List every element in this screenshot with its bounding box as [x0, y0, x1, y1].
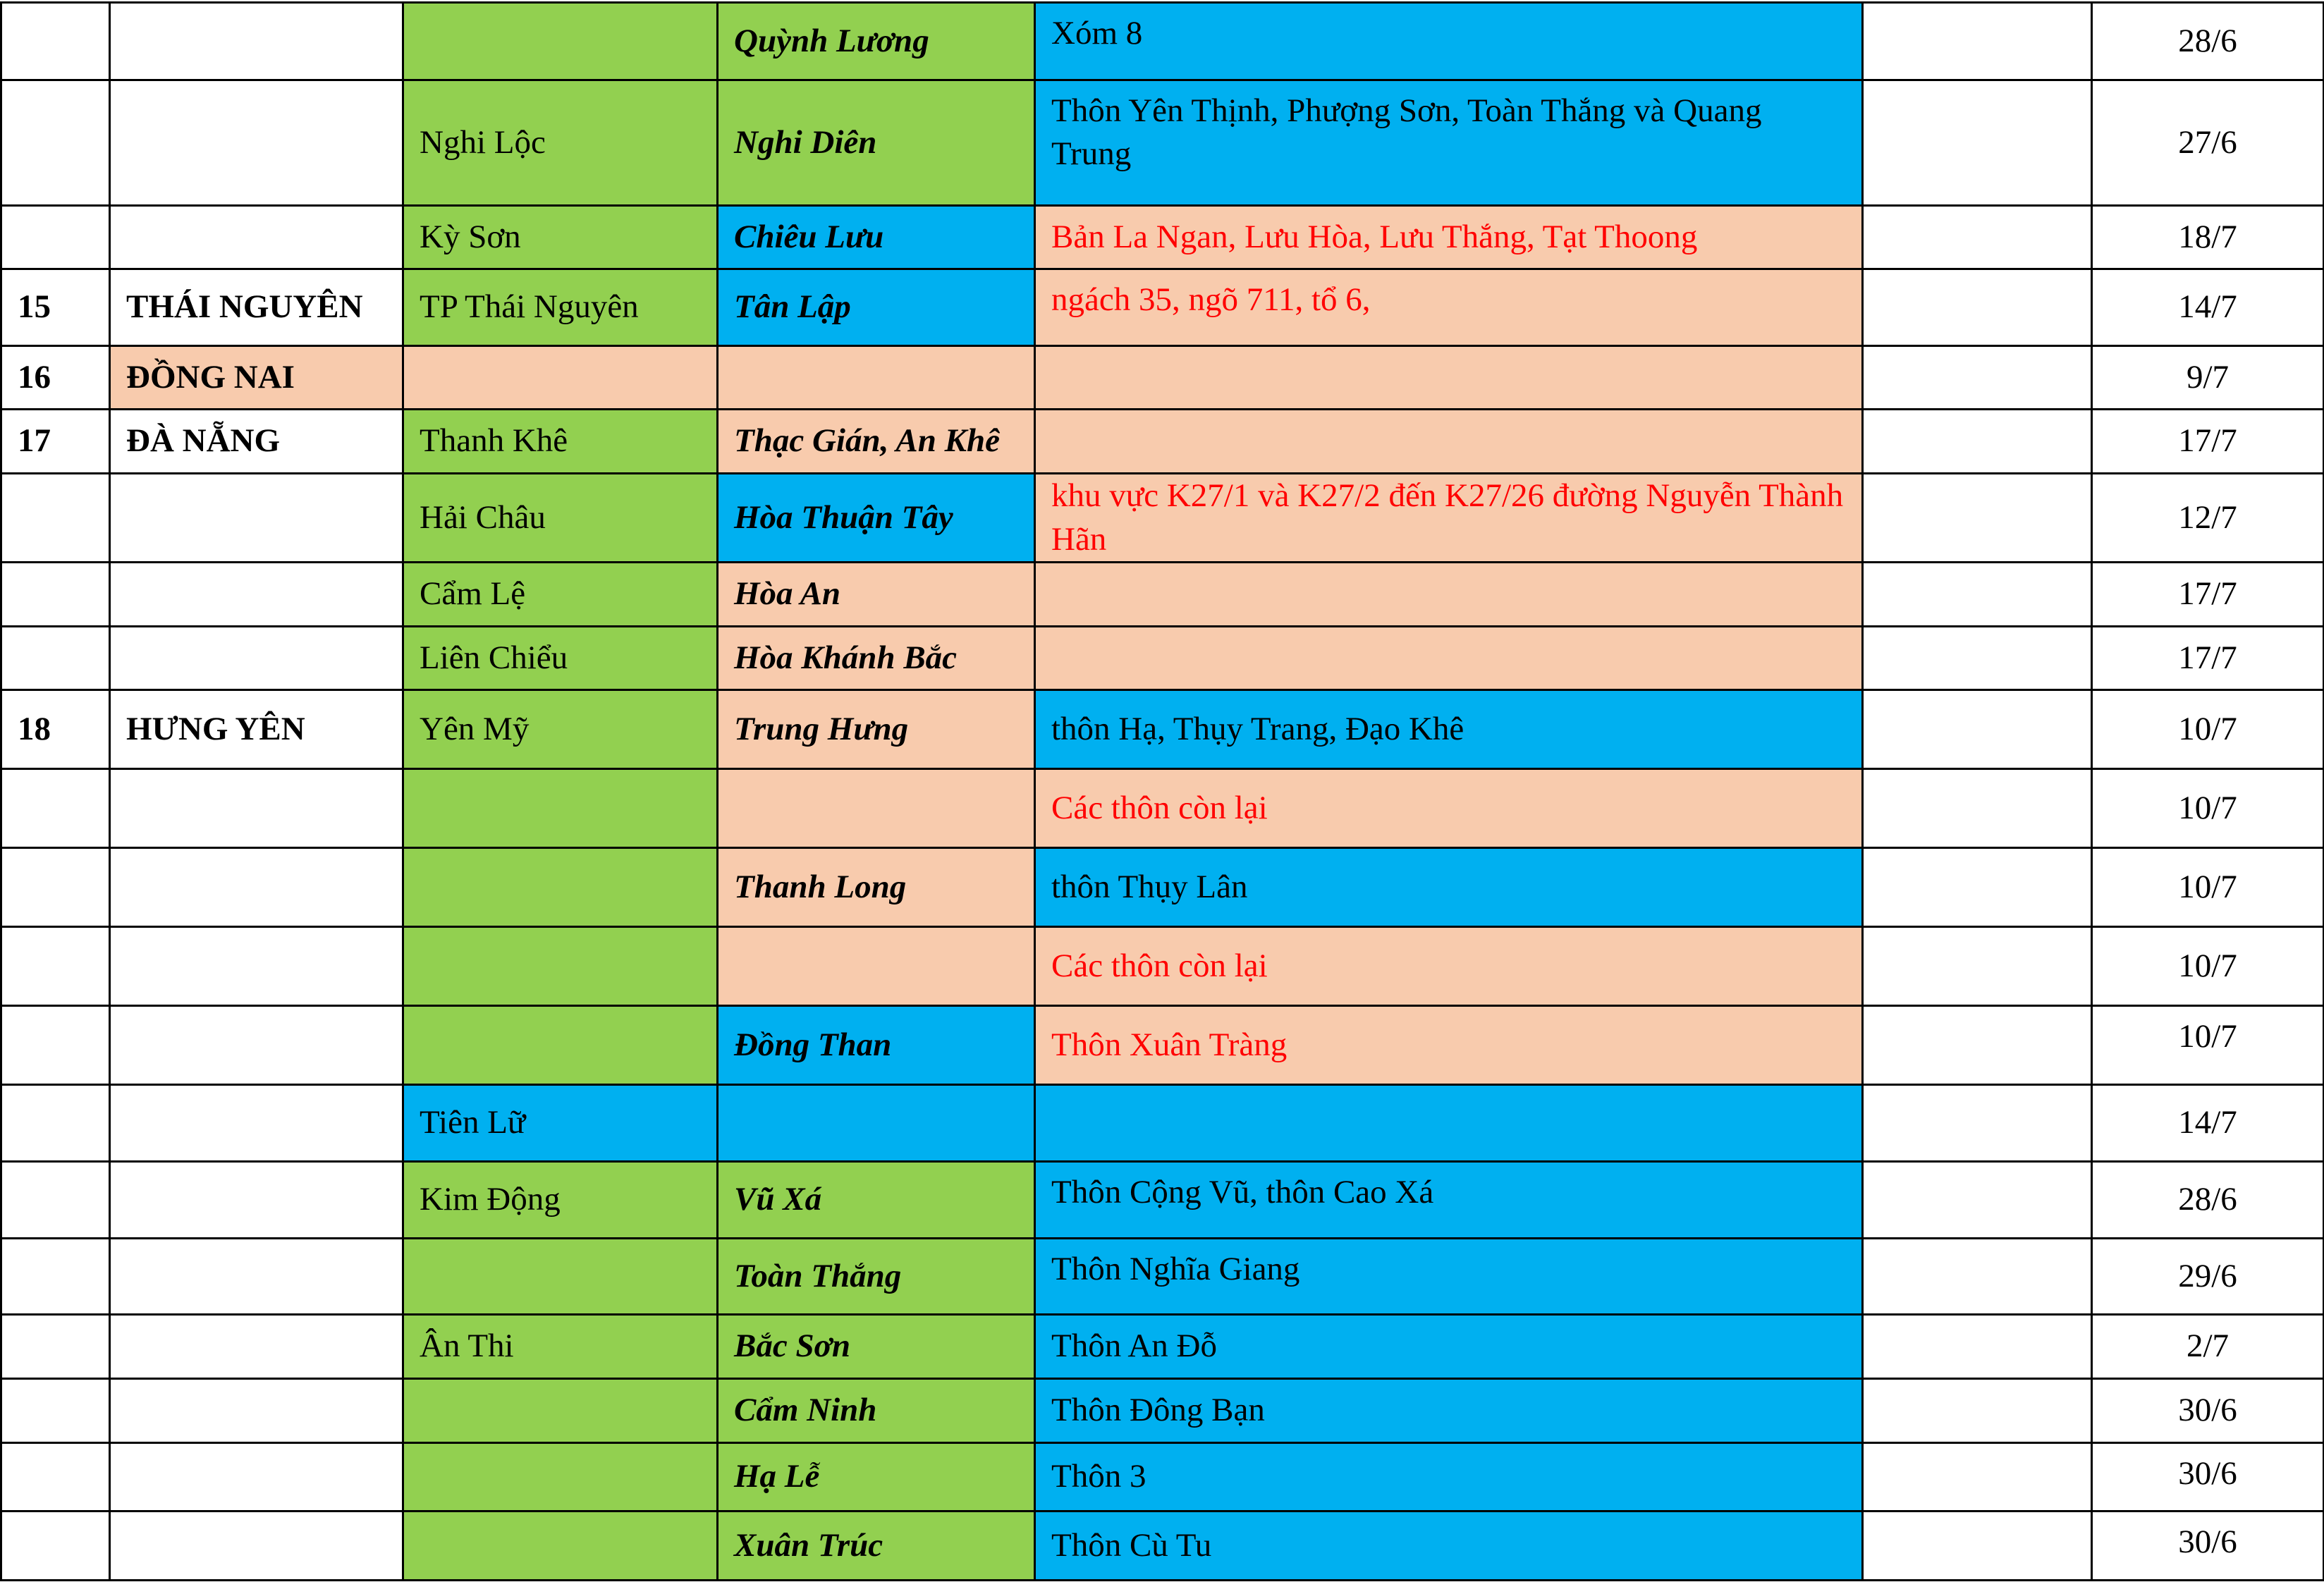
- table-row: [1, 1006, 2324, 1085]
- commune-cell: Thanh Long: [718, 848, 1035, 927]
- province-cell: [110, 627, 403, 690]
- area-cell: Thôn Xuân Tràng: [1035, 1006, 1863, 1085]
- stt-cell: [1, 1006, 110, 1085]
- district-cell: [403, 3, 718, 80]
- date-cell: 2/7: [2092, 1315, 2324, 1379]
- table-row: [1, 1315, 2324, 1379]
- stt-cell: [1, 474, 110, 563]
- stt-cell: [1, 1379, 110, 1443]
- table-row: [1, 3, 2324, 80]
- area-cell: Các thôn còn lại: [1035, 769, 1863, 848]
- province-cell: THÁI NGUYÊN: [110, 269, 403, 346]
- province-cell: [110, 80, 403, 206]
- province-cell: ĐÀ NẴNG: [110, 410, 403, 474]
- area-cell: Thôn Nghĩa Giang: [1035, 1239, 1863, 1315]
- commune-cell: Trung Hưng: [718, 690, 1035, 769]
- area-cell: Thôn Yên Thịnh, Phượng Sơn, Toàn Thắng và Quang Trung: [1035, 80, 1863, 206]
- area-cell: khu vực K27/1 và K27/2 đến K27/26 đường Nguyễn Thành Hãn: [1035, 474, 1863, 563]
- province-cell: [110, 1006, 403, 1085]
- table-row: [1, 1239, 2324, 1315]
- date-cell: 10/7: [2092, 848, 2324, 927]
- date-cell: 28/6: [2092, 3, 2324, 80]
- stt-cell: [1, 769, 110, 848]
- province-cell: [110, 206, 403, 269]
- date-cell: 30/6: [2092, 1379, 2324, 1443]
- area-cell: Thôn Đông Bạn: [1035, 1379, 1863, 1443]
- date-cell: 27/6: [2092, 80, 2324, 206]
- province-cell: [110, 1379, 403, 1443]
- date-cell: 10/7: [2092, 690, 2324, 769]
- province-cell: [110, 927, 403, 1006]
- date-cell: 10/7: [2092, 769, 2324, 848]
- date-cell: 14/7: [2092, 269, 2324, 346]
- note-cell: [1863, 1512, 2092, 1581]
- area-cell: Xóm 8: [1035, 3, 1863, 80]
- note-cell: [1863, 410, 2092, 474]
- district-cell: Ân Thi: [403, 1315, 718, 1379]
- date-cell: 29/6: [2092, 1239, 2324, 1315]
- commune-cell: Hạ Lễ: [718, 1443, 1035, 1512]
- stt-cell: [1, 627, 110, 690]
- note-cell: [1863, 1315, 2092, 1379]
- commune-cell: Bắc Sơn: [718, 1315, 1035, 1379]
- commune-cell: Hòa An: [718, 563, 1035, 627]
- date-cell: 10/7: [2092, 927, 2324, 1006]
- outbreak-schedule-table: [0, 1, 2324, 1581]
- province-cell: [110, 1315, 403, 1379]
- table-row: [1, 1443, 2324, 1512]
- district-cell: Kỳ Sơn: [403, 206, 718, 269]
- date-cell: 10/7: [2092, 1006, 2324, 1085]
- table-row: [1, 1162, 2324, 1239]
- province-cell: [110, 848, 403, 927]
- stt-cell: [1, 927, 110, 1006]
- area-cell: ngách 35, ngõ 711, tổ 6,: [1035, 269, 1863, 346]
- table-row: [1, 80, 2324, 206]
- commune-cell: Nghi Diên: [718, 80, 1035, 206]
- note-cell: [1863, 3, 2092, 80]
- area-cell: Thôn Cộng Vũ, thôn Cao Xá: [1035, 1162, 1863, 1239]
- commune-cell: Cẩm Ninh: [718, 1379, 1035, 1443]
- note-cell: [1863, 474, 2092, 563]
- commune-cell: [718, 769, 1035, 848]
- district-cell: Nghi Lộc: [403, 80, 718, 206]
- district-cell: [403, 1379, 718, 1443]
- area-cell: Thôn An Đỗ: [1035, 1315, 1863, 1379]
- note-cell: [1863, 206, 2092, 269]
- note-cell: [1863, 269, 2092, 346]
- commune-cell: Chiêu Lưu: [718, 206, 1035, 269]
- table-row: [1, 1379, 2324, 1443]
- table-row: [1, 848, 2324, 927]
- stt-cell: [1, 563, 110, 627]
- district-cell: [403, 1443, 718, 1512]
- district-cell: Kim Động: [403, 1162, 718, 1239]
- province-cell: [110, 563, 403, 627]
- area-cell: [1035, 410, 1863, 474]
- district-cell: [403, 927, 718, 1006]
- area-cell: Các thôn còn lại: [1035, 927, 1863, 1006]
- area-cell: Bản La Ngan, Lưu Hòa, Lưu Thắng, Tạt Thoong: [1035, 206, 1863, 269]
- district-cell: TP Thái Nguyên: [403, 269, 718, 346]
- note-cell: [1863, 927, 2092, 1006]
- province-cell: HƯNG YÊN: [110, 690, 403, 769]
- stt-cell: [1, 1443, 110, 1512]
- district-cell: Hải Châu: [403, 474, 718, 563]
- date-cell: 9/7: [2092, 346, 2324, 410]
- note-cell: [1863, 1379, 2092, 1443]
- date-cell: 14/7: [2092, 1085, 2324, 1162]
- date-cell: 30/6: [2092, 1443, 2324, 1512]
- table-body: [1, 3, 2324, 1581]
- note-cell: [1863, 690, 2092, 769]
- stt-cell: [1, 1085, 110, 1162]
- table-row: [1, 690, 2324, 769]
- note-cell: [1863, 346, 2092, 410]
- province-cell: [110, 474, 403, 563]
- stt-cell: [1, 848, 110, 927]
- stt-cell: [1, 1162, 110, 1239]
- table-row: [1, 563, 2324, 627]
- date-cell: 17/7: [2092, 627, 2324, 690]
- district-cell: [403, 1239, 718, 1315]
- table-row: [1, 410, 2324, 474]
- province-cell: [110, 1239, 403, 1315]
- stt-cell: 16: [1, 346, 110, 410]
- district-cell: Cẩm Lệ: [403, 563, 718, 627]
- district-cell: [403, 1006, 718, 1085]
- commune-cell: Toàn Thắng: [718, 1239, 1035, 1315]
- commune-cell: Vũ Xá: [718, 1162, 1035, 1239]
- table-row: [1, 927, 2324, 1006]
- district-cell: [403, 346, 718, 410]
- table-row: [1, 769, 2324, 848]
- commune-cell: Tân Lập: [718, 269, 1035, 346]
- commune-cell: Xuân Trúc: [718, 1512, 1035, 1581]
- note-cell: [1863, 80, 2092, 206]
- area-cell: thôn Hạ, Thụy Trang, Đạo Khê: [1035, 690, 1863, 769]
- area-cell: Thôn Cù Tu: [1035, 1512, 1863, 1581]
- stt-cell: 17: [1, 410, 110, 474]
- table-row: [1, 474, 2324, 563]
- province-cell: [110, 1162, 403, 1239]
- table-row: [1, 627, 2324, 690]
- note-cell: [1863, 627, 2092, 690]
- table-row: [1, 206, 2324, 269]
- stt-cell: 18: [1, 690, 110, 769]
- area-cell: thôn Thụy Lân: [1035, 848, 1863, 927]
- province-cell: ĐỒNG NAI: [110, 346, 403, 410]
- stt-cell: [1, 1239, 110, 1315]
- commune-cell: Thạc Gián, An Khê: [718, 410, 1035, 474]
- table-row: [1, 269, 2324, 346]
- district-cell: Tiên Lữ: [403, 1085, 718, 1162]
- district-cell: [403, 1512, 718, 1581]
- area-cell: [1035, 346, 1863, 410]
- commune-cell: Quỳnh Lương: [718, 3, 1035, 80]
- province-cell: [110, 1512, 403, 1581]
- commune-cell: Hòa Thuận Tây: [718, 474, 1035, 563]
- district-cell: [403, 769, 718, 848]
- date-cell: 17/7: [2092, 563, 2324, 627]
- commune-cell: [718, 346, 1035, 410]
- area-cell: [1035, 563, 1863, 627]
- note-cell: [1863, 848, 2092, 927]
- date-cell: 28/6: [2092, 1162, 2324, 1239]
- stt-cell: [1, 1512, 110, 1581]
- note-cell: [1863, 1239, 2092, 1315]
- province-cell: [110, 3, 403, 80]
- stt-cell: [1, 1315, 110, 1379]
- stt-cell: [1, 3, 110, 80]
- table-row: [1, 1512, 2324, 1581]
- commune-cell: [718, 927, 1035, 1006]
- district-cell: Thanh Khê: [403, 410, 718, 474]
- date-cell: 18/7: [2092, 206, 2324, 269]
- area-cell: Thôn 3: [1035, 1443, 1863, 1512]
- district-cell: [403, 848, 718, 927]
- district-cell: Liên Chiểu: [403, 627, 718, 690]
- commune-cell: Đồng Than: [718, 1006, 1035, 1085]
- stt-cell: 15: [1, 269, 110, 346]
- date-cell: 30/6: [2092, 1512, 2324, 1581]
- table-row: [1, 1085, 2324, 1162]
- note-cell: [1863, 1085, 2092, 1162]
- commune-cell: Hòa Khánh Bắc: [718, 627, 1035, 690]
- district-cell: Yên Mỹ: [403, 690, 718, 769]
- table-row: [1, 346, 2324, 410]
- note-cell: [1863, 1162, 2092, 1239]
- note-cell: [1863, 563, 2092, 627]
- commune-cell: [718, 1085, 1035, 1162]
- date-cell: 12/7: [2092, 474, 2324, 563]
- area-cell: [1035, 627, 1863, 690]
- date-cell: 17/7: [2092, 410, 2324, 474]
- area-cell: [1035, 1085, 1863, 1162]
- note-cell: [1863, 1006, 2092, 1085]
- stt-cell: [1, 206, 110, 269]
- note-cell: [1863, 1443, 2092, 1512]
- province-cell: [110, 1085, 403, 1162]
- province-cell: [110, 769, 403, 848]
- stt-cell: [1, 80, 110, 206]
- note-cell: [1863, 769, 2092, 848]
- province-cell: [110, 1443, 403, 1512]
